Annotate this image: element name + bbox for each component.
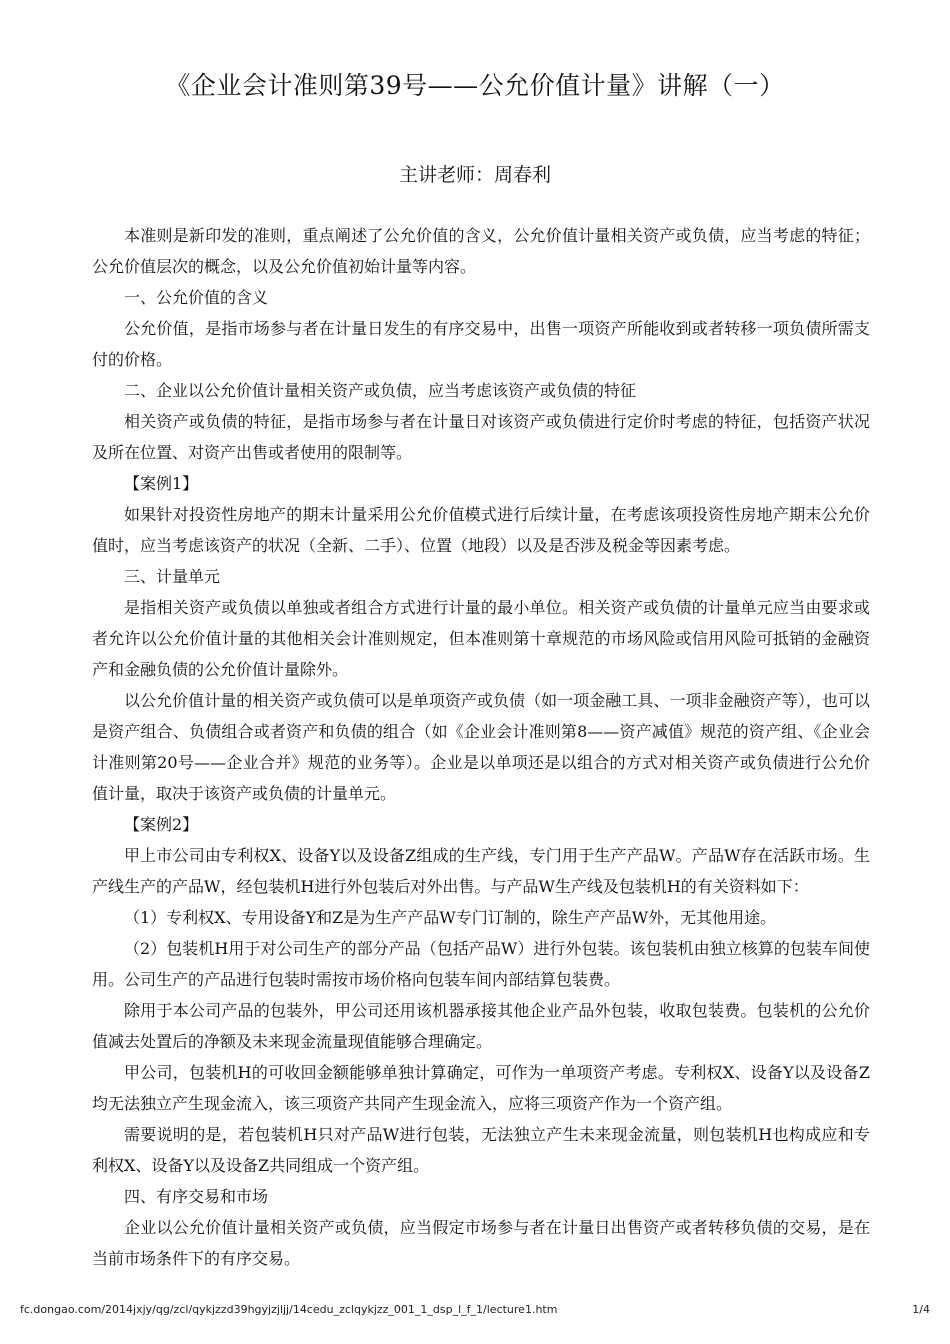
body-paragraph: 是指相关资产或负债以单独或者组合方式进行计量的最小单位。相关资产或负债的计量单元应当由要求或者允许以公允价值计量的其他相关会计准则规定，但本准则第十章规范的市场风险或信用风险可抵销的金融资产和金融负债的公允价值计量除外。 xyxy=(92,598,870,679)
case-label-2: 【案例2】 xyxy=(124,815,199,834)
section-heading-3: 三、计量单元 xyxy=(124,567,221,586)
lecturer-line: 主讲老师：周春利 xyxy=(398,164,551,186)
body-paragraph: 相关资产或负债的特征，是指市场参与者在计量日对该资产或负债进行定价时考虑的特征，包括资产状况及所在位置、对资产出售或者使用的限制等。 xyxy=(92,412,870,462)
body-paragraph: （2）包装机H用于对公司生产的部分产品（包括产品W）进行外包装。该包装机由独立核算的包装车间使用。公司生产的产品进行包装时需按市场价格向包装车间内部结算包装费。 xyxy=(92,939,870,989)
section-heading-1: 一、公允价值的含义 xyxy=(124,288,269,307)
section-heading-2: 二、企业以公允价值计量相关资产或负债，应当考虑该资产或负债的特征 xyxy=(124,381,637,400)
section-heading-4: 四、有序交易和市场 xyxy=(124,1187,269,1206)
lecture-body xyxy=(92,220,870,1274)
case-label-1: 【案例1】 xyxy=(124,474,199,493)
footer-page-number: 1/4 xyxy=(912,1303,930,1316)
footer-url: fc.dongao.com/2014jxjy/qg/zcl/qykjzzd39hgyjzjljj/14cedu_zclqykjzz_001_1_dsp_l_f_1/lecture1.htm xyxy=(20,1303,558,1316)
body-paragraph: 需要说明的是，若包装机H只对产品W进行包装，无法独立产生未来现金流量，则包装机H也构成应和专利权X、设备Y以及设备Z共同组成一个资产组。 xyxy=(92,1125,870,1175)
body-paragraph: 甲上市公司由专利权X、设备Y以及设备Z组成的生产线，专门用于生产产品W。产品W存在活跃市场。生产线生产的产品W，经包装机H进行外包装后对外出售。与产品W生产线及包装机H的有关资料如下： xyxy=(92,846,870,896)
body-paragraph: （1）专利权X、专用设备Y和Z是为生产产品W专门订制的，除生产产品W外，无其他用途。 xyxy=(124,908,777,927)
intro-paragraph: 本准则是新印发的准则，重点阐述了公允价值的含义，公允价值计量相关资产或负债，应当考虑的特征；公允价值层次的概念，以及公允价值初始计量等内容。 xyxy=(92,226,870,276)
body-paragraph: 如果针对投资性房地产的期末计量采用公允价值模式进行后续计量，在考虑该项投资性房地产期末公允价值时，应当考虑该资产的状况（全新、二手）、位置（地段）以及是否涉及税金等因素考虑。 xyxy=(92,505,870,555)
page-title: 《企业会计准则第39号——公允价值计量》讲解（一） xyxy=(165,71,785,100)
body-paragraph: 以公允价值计量的相关资产或负债可以是单项资产或负债（如一项金融工具、一项非金融资产等），也可以是资产组合、负债组合或者资产和负债的组合（如《企业会计准则第8——资产减值》规范的资产组、《企业会计准则第20号——企业合并》规范的业务等）。企业是以单项还是以组合的方式对相关资产或负债进行公允价值计量，取决于该资产或负债的计量单元。 xyxy=(92,691,870,803)
body-paragraph: 公允价值，是指市场参与者在计量日发生的有序交易中，出售一项资产所能收到或者转移一项负债所需支付的价格。 xyxy=(92,319,870,369)
body-paragraph: 甲公司，包装机H的可收回金额能够单独计算确定，可作为一单项资产考虑。专利权X、设备Y以及设备Z均无法独立产生现金流入，该三项资产共同产生现金流入，应将三项资产作为一个资产组。 xyxy=(92,1063,870,1113)
body-paragraph: 企业以公允价值计量相关资产或负债，应当假定市场参与者在计量日出售资产或者转移负债的交易，是在当前市场条件下的有序交易。 xyxy=(92,1218,870,1268)
body-paragraph: 除用于本公司产品的包装外，甲公司还用该机器承接其他企业产品外包装，收取包装费。包装机的公允价值减去处置后的净额及未来现金流量现值能够合理确定。 xyxy=(92,1001,870,1051)
